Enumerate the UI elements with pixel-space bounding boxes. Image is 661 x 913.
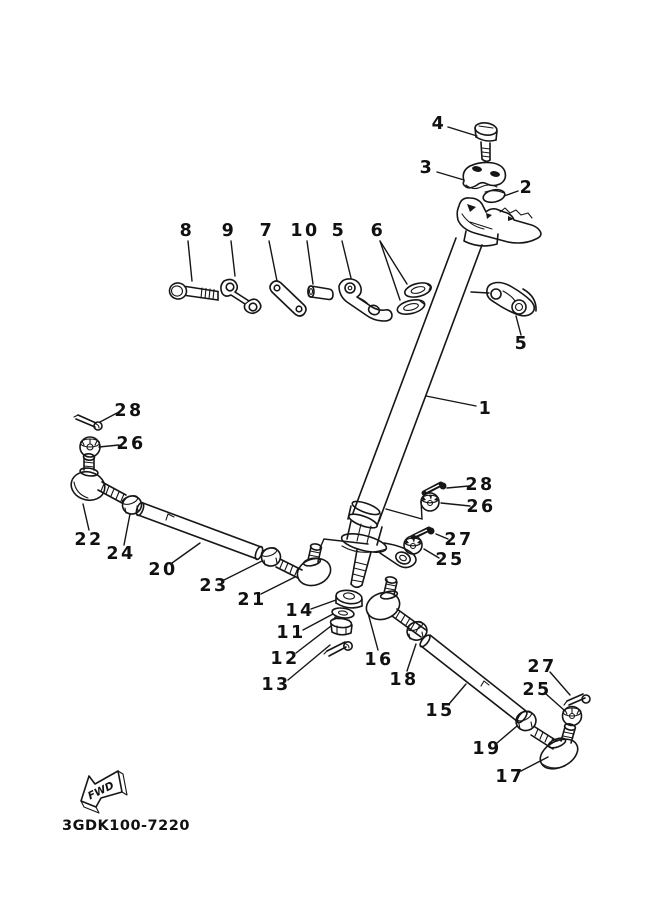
callout-label-1: 1 <box>478 399 494 419</box>
callout-label-6: 6 <box>370 221 386 241</box>
callout-label-17: 17 <box>495 767 525 787</box>
tie-rod-end-22 <box>68 453 126 504</box>
callout-label-27: 27 <box>527 657 557 677</box>
callout-label-21: 21 <box>237 590 267 610</box>
leader-line-5 <box>516 316 521 335</box>
cotter-pin-27-right <box>413 528 435 538</box>
leader-line-4 <box>448 127 477 136</box>
bolt-8 <box>168 282 218 301</box>
leader-line-3 <box>437 172 464 180</box>
castle-nut-26-right <box>421 493 439 511</box>
tie-rod-20 <box>135 502 264 561</box>
handlebar-upper-holder-3 <box>463 162 505 188</box>
leader-line-17 <box>521 757 548 771</box>
callout-label-20: 20 <box>148 560 178 580</box>
collar-10 <box>308 286 333 300</box>
castle-nut-25-bottom <box>563 707 582 726</box>
leader-line-6 <box>380 241 407 284</box>
callout-label-11: 11 <box>276 623 306 643</box>
leader-line-18 <box>407 644 416 671</box>
steering-arm-9 <box>221 279 261 313</box>
tie-rod-end-17 <box>531 723 583 775</box>
callout-label-25: 25 <box>522 680 552 700</box>
leader-line-8 <box>188 241 192 281</box>
callout-label-5: 5 <box>331 221 347 241</box>
leader-line-9 <box>231 241 235 276</box>
leader-line-7 <box>269 241 277 281</box>
cotter-pin-28-left <box>74 415 102 430</box>
callout-label-22: 22 <box>74 530 104 550</box>
shaft-holder-left-5 <box>339 279 392 321</box>
leader-line-24 <box>124 514 130 545</box>
steering-column-head-bracket <box>457 198 541 246</box>
cotter-pin-28-right <box>424 483 447 494</box>
callout-label-7: 7 <box>259 221 275 241</box>
leader-line-22 <box>83 504 89 530</box>
callout-label-25: 25 <box>435 550 465 570</box>
nut-24 <box>120 494 143 516</box>
callout-label-16: 16 <box>364 650 394 670</box>
callout-label-10: 10 <box>290 221 320 241</box>
callout-label-9: 9 <box>221 221 237 241</box>
castle-nut-12 <box>330 617 352 635</box>
leader-line-5 <box>342 241 351 278</box>
cotter-pin-13 <box>324 642 352 656</box>
shaft-holder-right-5 <box>487 283 536 316</box>
leader-line-6 <box>380 241 400 300</box>
fwd-label: FWD <box>86 779 116 803</box>
callout-label-19: 19 <box>472 739 502 759</box>
callout-label-28: 28 <box>114 401 144 421</box>
callout-label-26: 26 <box>466 497 496 517</box>
callout-label-27: 27 <box>444 530 474 550</box>
flange-bolt-4 <box>474 122 497 162</box>
callout-label-28: 28 <box>465 475 495 495</box>
page-code: 3GDK100-7220 <box>62 818 190 834</box>
callout-label-26: 26 <box>116 434 146 454</box>
fwd-arrow <box>81 771 127 813</box>
handlebar-holder-washer-2 <box>482 188 506 204</box>
callout-label-8: 8 <box>179 221 195 241</box>
lock-washers-6 <box>396 280 433 316</box>
leader-line-23 <box>224 561 262 580</box>
bushing-14 <box>335 589 363 608</box>
callout-label-24: 24 <box>106 544 136 564</box>
callout-label-23: 23 <box>199 576 229 596</box>
callout-label-15: 15 <box>425 701 455 721</box>
callout-label-3: 3 <box>419 158 435 178</box>
callout-label-18: 18 <box>389 670 419 690</box>
callout-label-12: 12 <box>270 649 300 669</box>
callout-label-2: 2 <box>519 178 535 198</box>
plate-7 <box>270 281 306 316</box>
leader-line-10 <box>307 241 313 284</box>
castle-nut-25-right <box>404 536 422 554</box>
callout-label-5: 5 <box>514 334 530 354</box>
callout-label-13: 13 <box>261 675 291 695</box>
cotter-pin-27-bottom <box>564 694 590 705</box>
leader-line-2 <box>504 191 518 196</box>
tie-rod-end-21 <box>276 543 334 590</box>
callout-label-4: 4 <box>431 114 447 134</box>
assembly-lines <box>320 292 489 548</box>
leader-line-1 <box>426 396 476 406</box>
leader-line-14 <box>311 600 336 609</box>
callout-label-14: 14 <box>285 601 315 621</box>
